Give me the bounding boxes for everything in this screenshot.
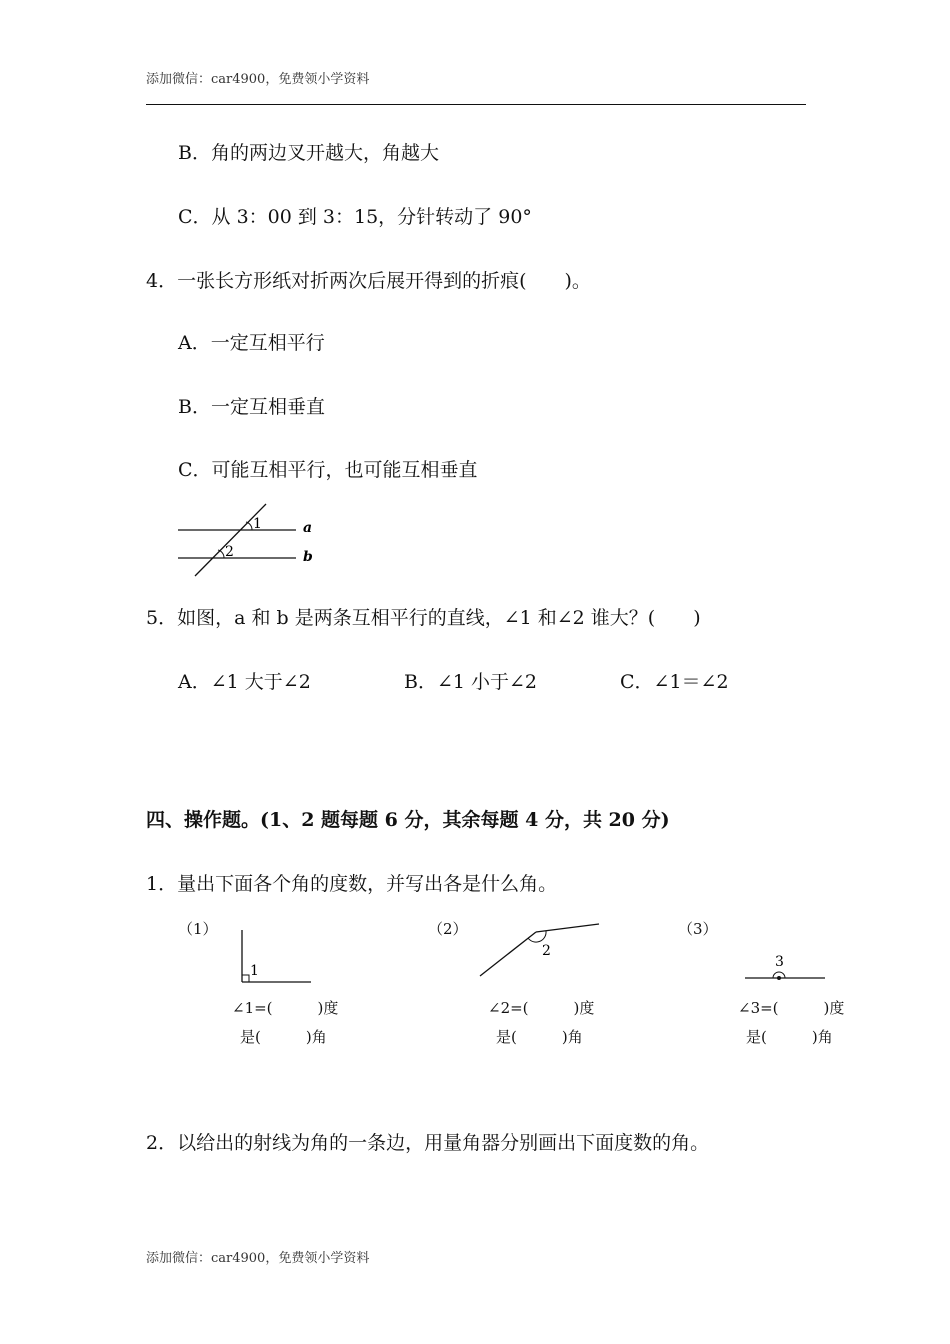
angle-3-number: 3 [775,954,784,970]
page-footer: 添加微信：car4900，免费领小学资料 [146,1251,370,1266]
section-4-title: 四、操作题。(1、2 题每题 6 分，其余每题 4 分，共 20 分) [146,809,670,831]
angle-2-number: 2 [542,943,551,959]
part-3-measure: ∠3=( )度 [738,999,845,1017]
s4-q1-stem: 1．量出下面各个角的度数，并写出各是什么角。 [146,873,558,895]
line-a-label: a [303,520,313,536]
q5-stem: 5．如图，a 和 b 是两条互相平行的直线，∠1 和∠2 谁大？( ) [146,607,701,629]
part-1-label: （1） [178,920,218,938]
straight-angle-figure [740,948,830,988]
q3-option-b: B．角的两边叉开越大，角越大 [178,142,439,164]
parallel-lines-figure [170,500,330,580]
angle-1-label: 1 [253,516,262,532]
part-1-measure: ∠1=( )度 [232,999,339,1017]
angle-2-left-side [480,932,536,976]
q4-stem: 4．一张长方形纸对折两次后展开得到的折痕( )。 [146,270,591,292]
q4-option-a: A．一定互相平行 [178,332,325,354]
part-2-kind: 是( )角 [496,1028,583,1046]
q5-option-b: B．∠1 小于∠2 [404,671,538,693]
q5-option-c: C．∠1＝∠2 [620,671,729,693]
right-angle-figure [230,925,320,995]
angle-1-number: 1 [250,963,259,979]
part-2-label: （2） [428,920,468,938]
obtuse-angle-figure [475,918,605,982]
angle-3-vertex [777,976,781,980]
part-3-label: （3） [678,920,718,938]
q5-option-a: A．∠1 大于∠2 [178,671,311,693]
part-2-measure: ∠2=( )度 [488,999,595,1017]
transversal-line [195,504,266,576]
part-3-kind: 是( )角 [746,1028,833,1046]
part-1-kind: 是( )角 [240,1028,327,1046]
line-b-label: b [303,549,313,565]
q4-option-c: C．可能互相平行，也可能互相垂直 [178,459,478,481]
header-divider [146,104,806,105]
page-header: 添加微信：car4900，免费领小学资料 [146,72,370,87]
s4-q2-stem: 2．以给出的射线为角的一条边，用量角器分别画出下面度数的角。 [146,1132,710,1154]
q4-option-b: B．一定互相垂直 [178,396,325,418]
angle-2-right-side [536,924,599,932]
angle-2-label: 2 [225,544,234,560]
q3-option-c: C．从 3：00 到 3：15，分针转动了 90° [178,206,532,228]
right-angle-mark [242,975,249,982]
